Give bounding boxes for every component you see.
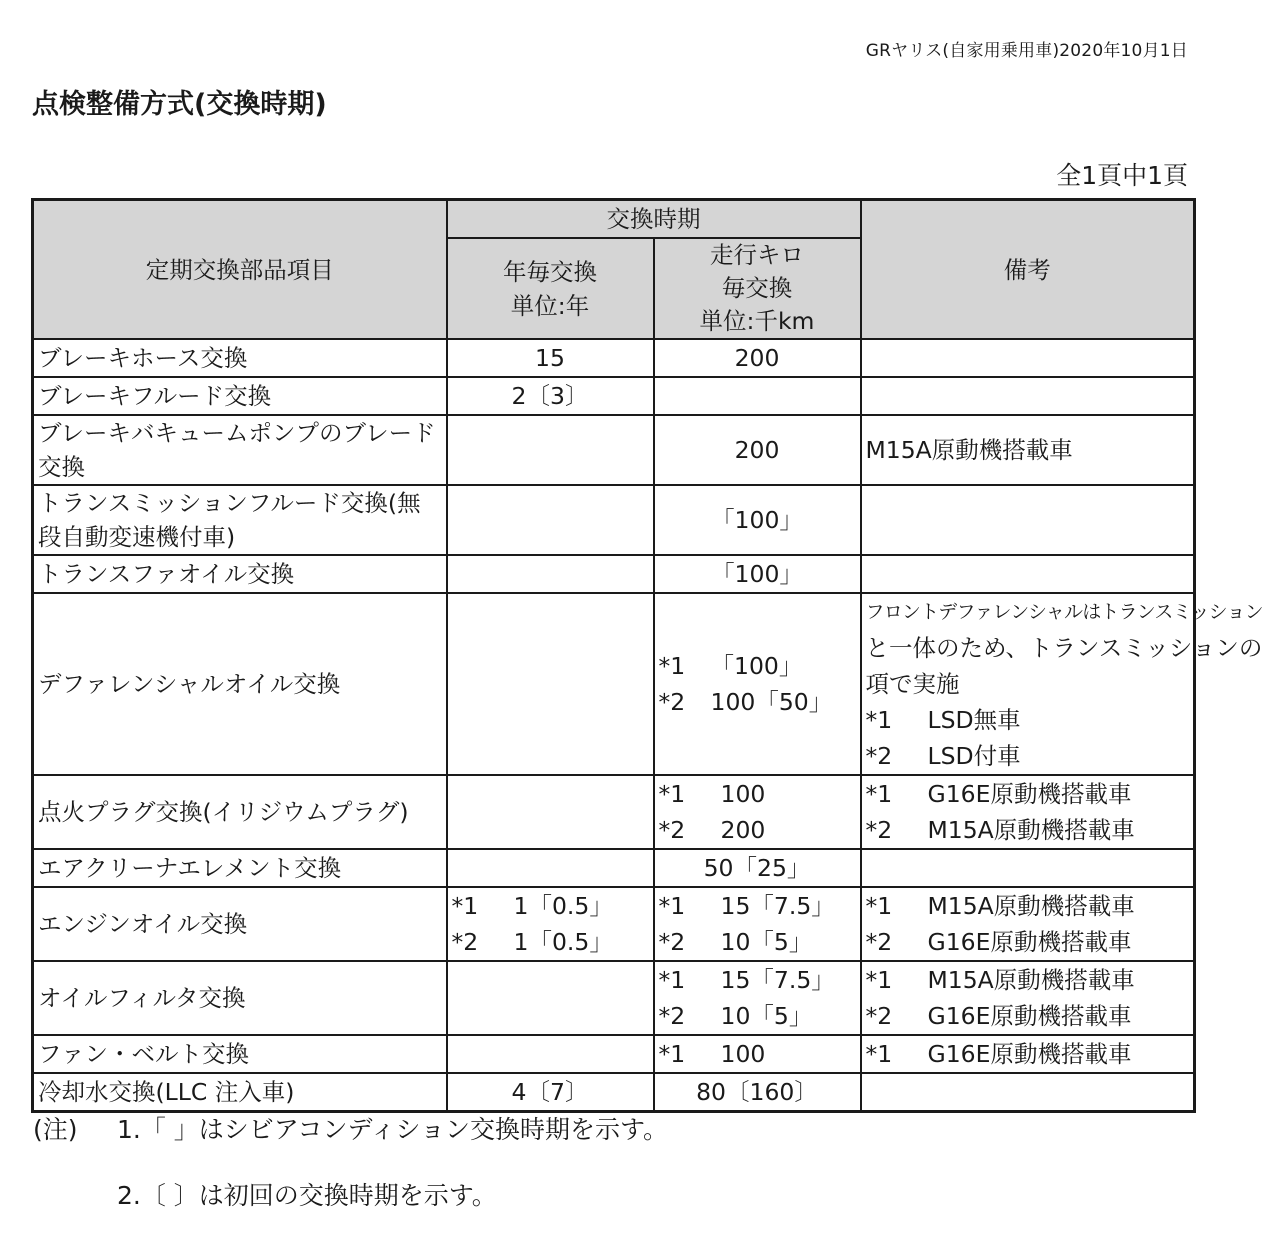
km-cell: 「100」 (654, 485, 861, 555)
year-cell: 2〔3〕 (447, 377, 654, 415)
document-date-header: GRヤリス(自家用乗用車)2020年10月1日 (865, 41, 1188, 61)
item-cell: トランスミッションフルード交換(無段自動変速機付車) (33, 485, 447, 555)
remarks-value: M15A原動機搭載車 (927, 892, 1135, 920)
header-mileage-line3: 単位:千km (699, 307, 815, 335)
footnote (33, 1110, 668, 1176)
km-line (659, 998, 856, 1034)
asterisk-mark: *1 (658, 1040, 686, 1068)
item-cell: トランスファオイル交換 (33, 555, 447, 593)
year-cell: 4〔7〕 (447, 1073, 654, 1112)
year-cell: 15 (447, 339, 654, 377)
km-value: 10「5」 (720, 928, 813, 956)
table-row (33, 961, 1195, 1035)
remarks-value: G16E原動機搭載車 (927, 1040, 1132, 1068)
year-cell (447, 775, 654, 849)
table-row (33, 849, 1195, 887)
km-cell (654, 775, 861, 849)
km-value: 100「50」 (710, 688, 833, 716)
asterisk-mark: *1 (865, 706, 893, 734)
item-cell: オイルフィルタ交換 (33, 961, 447, 1035)
remarks-cell (861, 485, 1195, 555)
item-cell: ファン・ベルト交換 (33, 1035, 447, 1073)
km-line (659, 888, 856, 924)
km-value: 10「5」 (720, 1002, 813, 1030)
header-mileage-line2: 毎交換 (721, 274, 793, 302)
remarks-value: LSD無車 (927, 706, 1021, 734)
asterisk-mark: *2 (865, 1002, 893, 1030)
km-value: 15「7.5」 (720, 892, 835, 920)
header-replacement-timing: 交換時期 (447, 200, 861, 239)
item-cell: エンジンオイル交換 (33, 887, 447, 961)
remarks-cell (861, 849, 1195, 887)
remarks-cell (861, 555, 1195, 593)
km-value: 「100」 (710, 652, 803, 680)
header-remarks: 備考 (861, 200, 1195, 340)
year-cell (447, 555, 654, 593)
asterisk-mark: *1 (451, 892, 479, 920)
table-row (33, 377, 1195, 415)
year-line (452, 888, 649, 924)
remarks-note-line: と一体のため、トランスミッションの (865, 634, 1263, 662)
asterisk-mark: *2 (451, 928, 479, 956)
km-line (659, 1036, 856, 1072)
asterisk-mark: *2 (658, 688, 686, 716)
km-cell: 50「25」 (654, 849, 861, 887)
item-cell: ブレーキホース交換 (33, 339, 447, 377)
footnote-text: 2.〔 〕は初回の交換時期を示す。 (117, 1181, 497, 1210)
page-title: 点検整備方式(交換時期) (32, 89, 327, 120)
remarks-line (866, 702, 1190, 738)
asterisk-mark: *1 (865, 892, 893, 920)
year-value: 1「0.5」 (513, 892, 613, 920)
year-cell (447, 1035, 654, 1073)
km-cell (654, 377, 861, 415)
remarks-value: M15A原動機搭載車 (927, 966, 1135, 994)
km-line (659, 648, 856, 684)
year-line (452, 924, 649, 960)
km-cell: 200 (654, 339, 861, 377)
item-cell: エアクリーナエレメント交換 (33, 849, 447, 887)
remarks-line (866, 738, 1190, 774)
header-yearly-line2: 単位:年 (510, 291, 590, 320)
asterisk-mark: *1 (865, 966, 893, 994)
item-cell: ブレーキフルード交換 (33, 377, 447, 415)
asterisk-mark: *1 (865, 1040, 893, 1068)
km-cell: 「100」 (654, 555, 861, 593)
table-row (33, 775, 1195, 849)
asterisk-mark: *1 (658, 780, 686, 808)
remarks-cell: M15A原動機搭載車 (861, 415, 1195, 485)
remarks-value: G16E原動機搭載車 (927, 1002, 1132, 1030)
year-cell (447, 887, 654, 961)
remarks-cell (861, 339, 1195, 377)
asterisk-mark: *2 (865, 816, 893, 844)
remarks-line (866, 1036, 1190, 1072)
footnote (33, 1176, 668, 1242)
asterisk-mark: *1 (658, 652, 686, 680)
remarks-cell (861, 377, 1195, 415)
km-line (659, 924, 856, 960)
asterisk-mark: *2 (658, 928, 686, 956)
asterisk-mark: *1 (865, 780, 893, 808)
table-row (33, 593, 1195, 775)
remarks-line (866, 812, 1190, 848)
item-cell: 冷却水交換(LLC 注入車) (33, 1073, 447, 1112)
remarks-cell (861, 961, 1195, 1035)
km-cell (654, 1035, 861, 1073)
km-cell: 80〔160〕 (654, 1073, 861, 1112)
remarks-line (866, 776, 1190, 812)
asterisk-mark: *1 (658, 892, 686, 920)
asterisk-mark: *2 (658, 816, 686, 844)
km-line (659, 962, 856, 998)
km-value: 100 (720, 1040, 766, 1068)
year-value: 1「0.5」 (513, 928, 613, 956)
table-row (33, 887, 1195, 961)
km-value: 100 (720, 780, 766, 808)
remarks-cell (861, 1073, 1195, 1112)
table-row (33, 339, 1195, 377)
header-item: 定期交換部品項目 (33, 200, 447, 340)
year-cell (447, 961, 654, 1035)
remarks-cell (861, 1035, 1195, 1073)
km-value: 15「7.5」 (720, 966, 835, 994)
asterisk-mark: *1 (658, 966, 686, 994)
km-value: 200 (720, 816, 766, 844)
remarks-line (866, 888, 1190, 924)
table-row (33, 485, 1195, 555)
item-cell: デファレンシャルオイル交換 (33, 593, 447, 775)
remarks-note-line: 項で実施 (865, 670, 960, 698)
asterisk-mark: *2 (865, 928, 893, 956)
remarks-cell (861, 775, 1195, 849)
year-cell (447, 593, 654, 775)
remarks-value: LSD付車 (927, 742, 1021, 770)
table-row (33, 415, 1195, 485)
replacement-schedule-table (31, 198, 1263, 1113)
year-cell (447, 415, 654, 485)
remarks-note-line: フロントデファレンシャルはトランスミッション (865, 601, 1263, 623)
year-cell (447, 849, 654, 887)
km-cell (654, 887, 861, 961)
footnotes (33, 1110, 668, 1242)
remarks-value: G16E原動機搭載車 (927, 780, 1132, 808)
remarks-value: G16E原動機搭載車 (927, 928, 1132, 956)
remarks-line (866, 924, 1190, 960)
asterisk-mark: *2 (658, 1002, 686, 1030)
remarks-cell (861, 887, 1195, 961)
item-cell: 点火プラグ交換(イリジウムプラグ) (33, 775, 447, 849)
km-cell: 200 (654, 415, 861, 485)
header-mileage (654, 238, 861, 339)
header-yearly (447, 238, 654, 339)
table-row (33, 1073, 1195, 1112)
page-count: 全1頁中1頁 (1056, 161, 1188, 190)
remarks-cell (861, 593, 1263, 775)
header-yearly-line1: 年毎交換 (503, 257, 597, 286)
remarks-line (866, 962, 1190, 998)
table-row (33, 1035, 1195, 1073)
asterisk-mark: *2 (865, 742, 893, 770)
footnote-text: 1.「 」はシビアコンディション交換時期を示す。 (117, 1115, 669, 1144)
km-cell (654, 593, 861, 775)
km-cell (654, 961, 861, 1035)
remarks-value: M15A原動機搭載車 (927, 816, 1135, 844)
km-line (659, 776, 856, 812)
header-mileage-line1: 走行キロ (710, 241, 804, 269)
km-line (659, 684, 856, 720)
km-line (659, 812, 856, 848)
item-cell: ブレーキバキュームポンプのブレード交換 (33, 415, 447, 485)
table-row (33, 555, 1195, 593)
remarks-line (866, 998, 1190, 1034)
year-cell (447, 485, 654, 555)
footnote-lead: (注) (33, 1115, 78, 1144)
